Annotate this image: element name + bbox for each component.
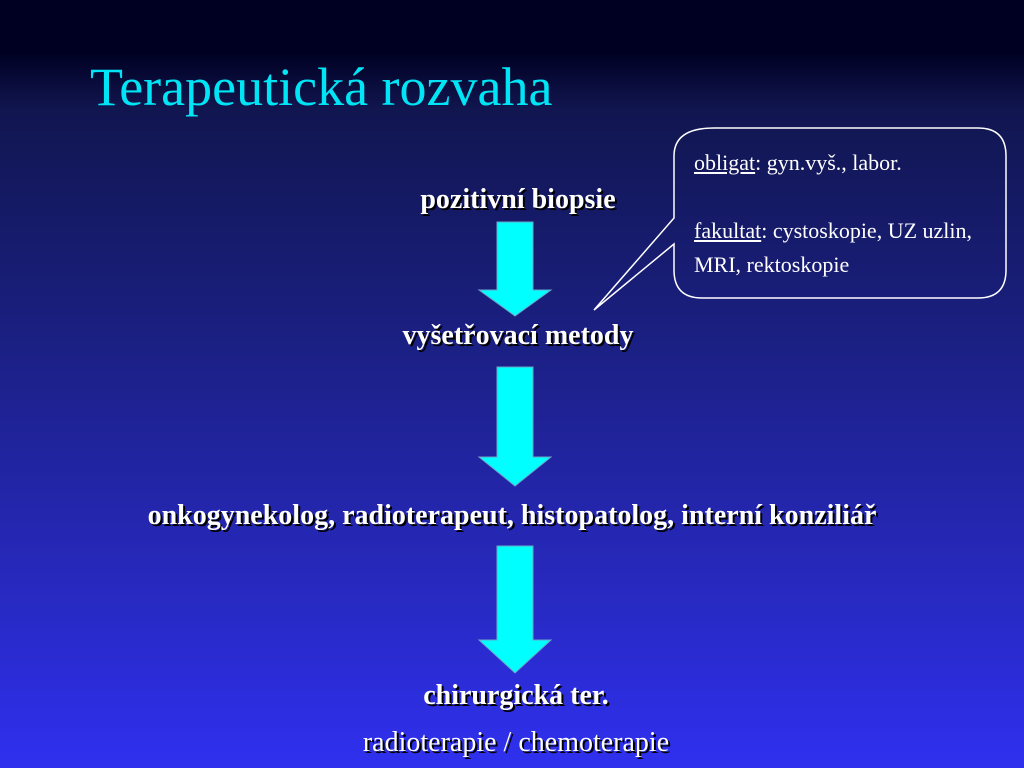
fakultat-term: fakultat bbox=[694, 218, 762, 243]
step-positive-biopsy: pozitivní biopsie bbox=[420, 184, 616, 215]
step-final-sub: radioterapie / chemoterapie bbox=[362, 727, 670, 758]
down-arrow-2 bbox=[479, 367, 551, 486]
callout-obligat bbox=[694, 146, 994, 180]
fakultat-text: : cystoskopie, UZ uzlin, MRI, rektoskopie bbox=[694, 218, 973, 277]
slide-title: Terapeutická rozvaha bbox=[90, 57, 553, 117]
step-specialists: onkogynekolog, radioterapeut, histopatolog, interní konziliář bbox=[147, 500, 877, 531]
step-surgical-therapy: chirurgická ter. bbox=[423, 680, 609, 711]
obligat-text: : gyn.vyš., labor. bbox=[755, 150, 902, 175]
step-examination-methods: vyšetřovací metody bbox=[402, 320, 634, 351]
obligat-term: obligat bbox=[694, 150, 756, 175]
down-arrow-3 bbox=[479, 546, 551, 673]
down-arrow-1 bbox=[479, 222, 551, 316]
callout-fakultat bbox=[694, 214, 994, 282]
